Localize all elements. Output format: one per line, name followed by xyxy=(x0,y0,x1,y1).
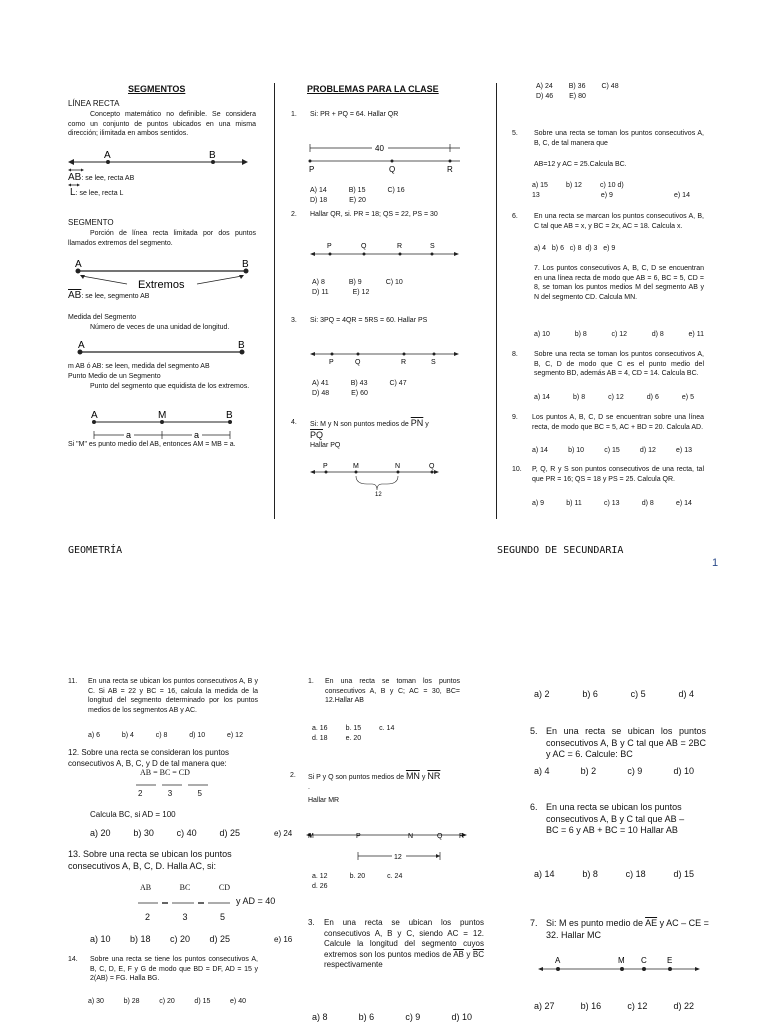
option-a[interactable]: a) 14 xyxy=(532,447,548,454)
point-label: A xyxy=(555,956,561,965)
carry-over-options xyxy=(536,82,619,101)
option-e[interactable]: e) 14 xyxy=(676,500,692,507)
option-c[interactable]: C) 16 xyxy=(387,187,405,194)
option-d[interactable]: d) 8 xyxy=(651,331,664,338)
problem-text: Si: M y N son puntos medios de xyxy=(310,421,409,428)
point-label: B xyxy=(226,410,233,421)
option-e[interactable]: e) 12 xyxy=(227,732,243,739)
option-b[interactable]: b) 18 xyxy=(129,934,151,944)
point-label: R xyxy=(459,833,465,840)
problem-13-numerators: AB BC CD xyxy=(140,883,230,892)
option-c[interactable]: c) 5 xyxy=(630,689,646,699)
option-b[interactable]: b) 16 xyxy=(580,1001,602,1011)
segmento-ab-symbol: $\overline{AB}$ xyxy=(68,290,82,301)
double-arrow-icon xyxy=(68,183,80,187)
option-e[interactable]: e) 5 xyxy=(681,394,694,401)
length-label: a xyxy=(126,430,132,440)
length-label: 12 xyxy=(394,854,402,861)
point-label: N xyxy=(395,463,401,470)
problem-13: 13. Sobre una recta se ubican los puntos consecutivos A, B, C, D. Halla AC, si: xyxy=(68,849,232,871)
option-a[interactable]: a) 2 xyxy=(534,689,550,699)
recta-ab-symbol: AB xyxy=(68,172,82,183)
problem-7-options xyxy=(534,330,704,340)
problem-2 xyxy=(291,210,481,220)
page-number: 1 xyxy=(712,557,719,569)
segmento-ab-definition xyxy=(68,289,149,302)
point-label: M xyxy=(353,463,359,470)
option-a[interactable]: A) 8 xyxy=(312,279,325,286)
option-a[interactable]: a) 10 xyxy=(534,331,550,338)
option-d[interactable]: D) 48 xyxy=(312,389,330,397)
problem-text: En una recta se ubican los puntos consecutivos A, B y C, siendo AC = 12. Calcule la longitud del segmento cuyos extremos son los puntos medios de xyxy=(324,918,484,959)
problem-9-options xyxy=(532,446,692,456)
point-label: Q xyxy=(355,359,361,366)
option-c[interactable]: c) 12 xyxy=(611,331,628,338)
point-label: Q xyxy=(389,165,396,174)
point-label: P xyxy=(327,243,332,250)
option-c[interactable]: c) 13 xyxy=(603,500,620,507)
option-e[interactable]: e) 40 xyxy=(230,998,246,1005)
option-d[interactable]: d) 12 xyxy=(639,447,656,454)
option-a[interactable]: a) 30 xyxy=(88,998,104,1005)
point-label: A xyxy=(78,340,85,351)
recta-l-definition xyxy=(70,186,123,199)
p2-carry-over-options xyxy=(534,689,694,701)
option-b[interactable]: b) 4 xyxy=(121,732,134,739)
problem-10-options xyxy=(532,499,692,509)
p2-problem-7-options xyxy=(534,1001,694,1013)
segment-mn: $\overline{MN}$ xyxy=(405,771,420,781)
point-label: N xyxy=(408,833,414,840)
option-b[interactable]: b) 8 xyxy=(582,869,598,879)
problem-12-ratio: AB = BC = CD xyxy=(140,768,190,777)
problem-5 xyxy=(512,129,712,147)
point-label: S xyxy=(431,359,436,366)
p2-problem-7-figure xyxy=(540,956,700,978)
option-d[interactable]: d) 8 xyxy=(641,500,654,507)
point-label: B xyxy=(242,259,249,270)
option-b[interactable]: b) 8 xyxy=(574,331,587,338)
option-e[interactable]: e) 9 xyxy=(600,191,613,199)
problem-2-options xyxy=(312,278,452,297)
option-b[interactable]: b) 12 xyxy=(565,182,582,189)
problem-number: 7. xyxy=(530,918,538,928)
column-divider-2 xyxy=(496,83,497,519)
option-c[interactable]: C) 48 xyxy=(601,83,619,90)
problem-number: 1. xyxy=(291,111,297,118)
option-b[interactable]: B) 43 xyxy=(350,380,368,387)
problemas-title: PROBLEMAS PARA LA CLASE xyxy=(307,84,439,94)
problem-number: 10. xyxy=(512,466,522,473)
segment-pq: $\overline{PQ}$ xyxy=(310,429,324,440)
problem-number: 5. xyxy=(512,130,518,137)
p2-problem-2-figure xyxy=(308,822,468,862)
option-d[interactable]: D) 11 xyxy=(312,288,329,296)
column-divider-1 xyxy=(274,83,275,519)
point-label: A xyxy=(75,259,82,270)
option-b[interactable]: b) 2 xyxy=(580,766,597,776)
problem-number: 9. xyxy=(512,414,518,421)
option-b[interactable]: b) 30 xyxy=(133,828,154,838)
option-a[interactable]: A) 24 xyxy=(536,83,553,90)
segmento-heading: SEGMENTO xyxy=(68,218,114,227)
option-d[interactable]: d) 25 xyxy=(219,828,240,838)
option-b[interactable]: b. 20 xyxy=(349,873,366,880)
option-c[interactable]: c) 20 xyxy=(169,934,190,944)
point-label: C xyxy=(641,956,647,965)
problem-number: 11. xyxy=(68,678,78,685)
p2-problem-2: 2. Si P y Q son puntos medios de $\overline{MN}$ y $\overline{NR}$ . xyxy=(290,771,441,791)
problem-13-condition: y AD = 40 xyxy=(236,896,276,906)
option-d[interactable]: d. 26 xyxy=(312,882,328,890)
length-label: a xyxy=(194,430,200,440)
problem-3 xyxy=(291,316,481,326)
option-b[interactable]: b) 28 xyxy=(123,998,140,1005)
problem-11-options xyxy=(88,731,243,741)
point-label: A xyxy=(91,410,98,421)
problem-1 xyxy=(291,110,481,120)
recta-ab-reading: : se lee, recta AB xyxy=(81,175,135,182)
problem-8-options xyxy=(534,393,694,403)
option-c[interactable]: c) 15 xyxy=(604,447,620,454)
fraction-bars xyxy=(138,900,233,906)
point-label: B xyxy=(238,340,245,351)
punto-medio-text: Punto del segmento que equidista de los extremos. xyxy=(90,383,250,390)
medida-text: Número de veces de una unidad de longitud. xyxy=(90,324,230,331)
problem-text: Sobre una recta se tiene los puntos consecutivos A, B, C, D, E, F y G de modo que BD = DF, AD = 15 y 2(AB) = FG. Halla BG. xyxy=(90,956,258,982)
point-label: A xyxy=(104,150,111,161)
point-label: P xyxy=(309,165,315,174)
p2-problem-5-options xyxy=(534,766,694,778)
option-b[interactable]: B) 36 xyxy=(568,83,586,90)
p2-problem-3: 3. En una recta se ubican los puntos consecutivos A, B y C, siendo AC = 12. Calcule la longitud del segmento cuyos extremos son los puntos medios de $\overline{AB}$ y $\overline{BC}$ respectivamente xyxy=(308,918,485,969)
problem-text: En una recta se ubican los puntos consecutivos A, B y C tal que AB = 2BC y AC = 6. Calcule: BC xyxy=(546,726,706,759)
option-c[interactable]: c. 14 xyxy=(379,725,395,732)
point-label: M xyxy=(308,833,314,840)
problem-7: 7. Los puntos consecutivos A, B, C, D se encuentran en una línea recta de modo que AB = 6, BC = 5, CD = 8, se toman los puntos medios M del segmento AB y N del segmento CD. Calcula MN. xyxy=(534,265,704,301)
option-c[interactable]: c) 40 xyxy=(176,828,197,838)
p2-problem-1-options xyxy=(312,724,452,743)
option-c[interactable]: c) 12 xyxy=(627,1001,648,1011)
option-d[interactable]: D) 18 xyxy=(310,196,328,204)
problem-3-figure xyxy=(312,346,462,366)
problem-text: En una recta se ubican los puntos consecutivos A, B y C. Si AB = 22 y BC = 16, calcula la medida de la longitud del segmento determinado por los puntos medios de los segmentos AB y AC. xyxy=(88,678,258,714)
point-label: E xyxy=(667,956,673,965)
problem-9 xyxy=(512,413,712,431)
measure-figure xyxy=(72,340,252,358)
problem-number: 5. xyxy=(530,726,538,736)
segmento-ab-reading: : se lee, segmento AB xyxy=(81,293,150,300)
point-label: R xyxy=(397,243,403,250)
option-c[interactable]: c) 8 xyxy=(155,732,168,739)
problem-13-denominators: 2 3 5 xyxy=(145,912,225,922)
option-d[interactable]: D) 46 xyxy=(536,92,554,100)
problem-1-figure xyxy=(310,140,460,176)
p2-problem-6 xyxy=(530,802,710,835)
option-d[interactable]: d) 4 xyxy=(678,689,694,699)
problem-number: 3. xyxy=(291,317,297,324)
option-c[interactable]: c) 18 xyxy=(625,869,646,879)
problem-number: 14. xyxy=(68,956,78,963)
option-b[interactable]: b) 10 xyxy=(568,447,585,454)
option-e[interactable]: e. 20 xyxy=(345,734,362,742)
point-label: P xyxy=(323,463,328,470)
punto-medio-statement: Si "M" es punto medio del AB, entonces AM = MB = a. xyxy=(68,441,236,448)
problem-3-options xyxy=(312,379,452,398)
problem-text: Sobre una recta se toman los puntos consecutivos A, B, C, D de modo que C es el punto medio del segmento BD, además AB = 4, CD = 14. Calcula BC. xyxy=(534,351,704,377)
segmento-text: Porción de línea recta limitada por dos puntos llamados extremos del segmento. xyxy=(68,230,256,247)
problem-text: Si: M es punto medio de xyxy=(546,918,644,928)
option-a[interactable]: a) 20 xyxy=(90,828,111,838)
problem-6-options[interactable]: a) 4 b) 6 c) 8 d) 3 e) 9 xyxy=(534,245,616,252)
point-label: M xyxy=(158,410,167,421)
option-b[interactable]: b) 6 xyxy=(358,1012,375,1022)
option-b[interactable]: B) 15 xyxy=(348,187,366,194)
problem-number: 4. xyxy=(291,419,297,426)
option-e[interactable]: e) 11 xyxy=(688,331,704,338)
option-a[interactable]: a. 12 xyxy=(312,873,328,880)
point-label: R xyxy=(401,359,407,366)
linea-recta-heading: LÍNEA RECTA xyxy=(68,99,120,108)
problem-text: Sobre una recta se toman los puntos consecutivos A, B, C, de tal manera que xyxy=(534,130,704,147)
problem-text: Si P y Q son puntos medios de xyxy=(308,774,404,781)
p2-problem-3-options xyxy=(312,1012,472,1024)
option-b[interactable]: b) 8 xyxy=(573,394,586,401)
problem-question: Hallar PQ xyxy=(310,442,341,449)
p2-problem-2-question: Hallar MR xyxy=(308,797,340,804)
linea-recta-text: Concepto matemático no definible. Se considera como un conjunto de puntos ubicados en una misma dirección; ilimitada en ambos sentidos. xyxy=(68,111,256,137)
problem-number: 8. xyxy=(512,351,518,358)
segmentos-title: SEGMENTOS xyxy=(128,84,186,94)
option-c[interactable]: c) 9 xyxy=(627,766,643,776)
line-figure xyxy=(68,150,248,170)
option-a[interactable]: a. 16 xyxy=(312,725,328,732)
extremos-label: Extremos xyxy=(138,279,185,291)
option-a[interactable]: a) 8 xyxy=(312,1012,328,1022)
option-c[interactable]: c. 24 xyxy=(387,873,403,880)
problem-text: Los puntos A, B, C, D se encuentran sobre una línea recta, de modo que BC = 5, AC + BD = 20. Calcula AD. xyxy=(532,414,704,431)
point-label: Q xyxy=(437,833,443,840)
p2-problem-1 xyxy=(308,677,478,704)
option-a[interactable]: a) 6 xyxy=(88,732,101,739)
option-d[interactable]: d. 18 xyxy=(312,734,328,742)
option-d[interactable]: d) 25 xyxy=(209,934,230,944)
problem-13-options xyxy=(90,934,230,946)
segment-nr: $\overline{NR}$ xyxy=(427,771,441,781)
option-d[interactable]: d) 15 xyxy=(673,869,694,879)
segment-ae: $\overline{AE}$ xyxy=(645,918,658,928)
option-c[interactable]: C) 47 xyxy=(389,380,407,387)
option-a[interactable]: a) 10 xyxy=(90,934,111,944)
option-e[interactable]: E) 20 xyxy=(349,196,366,204)
problem-12-options xyxy=(90,828,240,840)
option-c[interactable]: c) 10 d) xyxy=(599,182,624,189)
option-a[interactable]: a) 14 xyxy=(534,869,555,879)
problem-text: En una recta se marcan los puntos consecutivos A, B, C tal que AB = x, y BC = 2x, AC = 18. Calcula x. xyxy=(534,213,704,230)
point-label: S xyxy=(430,243,435,250)
option-e[interactable]: E) 60 xyxy=(351,389,368,397)
problem-number: 6. xyxy=(530,802,538,812)
point-label: Q xyxy=(361,243,367,250)
problem-4-figure xyxy=(312,462,442,498)
problem-text: En una recta se toman los puntos consecutivos A, B y C; AC = 30, BC= 12.Hallar AB xyxy=(325,678,460,704)
option-a[interactable]: a) 14 xyxy=(534,394,550,401)
problem-text: En una recta se ubican los puntos consecutivos A, B y C tal que AB – BC = 6 y AB + BC = 10 Hallar AB xyxy=(546,802,685,835)
option-b[interactable]: b. 15 xyxy=(345,725,362,732)
problem-1-options xyxy=(310,186,450,205)
option-b[interactable]: b) 6 xyxy=(582,689,598,699)
segment-pn: $\overline{PN}$ xyxy=(410,418,424,428)
length-label: 40 xyxy=(375,144,384,153)
problem-8 xyxy=(512,350,712,377)
option-c[interactable]: C) 10 xyxy=(385,279,403,286)
p2-problem-6-options xyxy=(534,869,694,881)
option-b[interactable]: B) 9 xyxy=(348,279,362,286)
problem-number: 3. xyxy=(308,918,315,927)
problem-12-denominators: 2 3 5 xyxy=(138,789,202,798)
medida-heading: Medida del Segmento xyxy=(68,314,137,321)
option-a[interactable]: a) 4 xyxy=(534,766,550,776)
problem-number: 2. xyxy=(291,211,297,218)
option-c[interactable]: c) 12 xyxy=(608,394,624,401)
option-a[interactable]: a) 15 xyxy=(532,182,548,189)
midpoint-figure xyxy=(86,410,236,442)
length-label: 12 xyxy=(375,492,382,498)
option-d[interactable]: d) 15 xyxy=(194,998,211,1005)
problem-5-data: AB=12 y AC = 25.Calcula BC. xyxy=(534,161,627,168)
p2-problem-2-side-option[interactable]: e) 24 xyxy=(274,829,293,838)
option-d[interactable]: d) 10 xyxy=(189,732,206,739)
option-e2[interactable]: e) 14 xyxy=(674,191,690,199)
medida-reading: m AB ó AB: se leen, medida del segmento AB xyxy=(68,363,210,370)
option-a[interactable]: a) 9 xyxy=(532,500,545,507)
recta-l-reading: : se lee, recta L xyxy=(75,190,124,197)
problem-2-figure xyxy=(312,242,462,266)
footer-subject: GEOMETRÍA xyxy=(68,545,123,556)
problem-text: Hallar QR, si. PR = 18; QS = 22, PS = 30 xyxy=(310,211,438,218)
problem-number: 2. xyxy=(290,772,296,779)
point-label: M xyxy=(618,956,625,965)
p2-problem-2-options xyxy=(312,872,452,891)
recta-l-symbol: L xyxy=(70,187,76,198)
problem-number: 1. xyxy=(308,678,314,685)
double-arrow-icon xyxy=(68,168,84,172)
problem-11 xyxy=(68,677,263,714)
option-e[interactable]: E) 12 xyxy=(352,288,370,296)
problem-4: 4. Si: M y N son puntos medios de $\overline{PN}$ y $\overline{PQ}$ Hallar PQ xyxy=(291,418,429,449)
point-label: P xyxy=(356,833,361,840)
option-a[interactable]: a) 27 xyxy=(534,1001,555,1011)
option-a[interactable]: A) 41 xyxy=(312,380,329,387)
problem-12-question: Calcula BC, si AD = 100 xyxy=(90,810,176,819)
problem-text: Si: PR + PQ = 64. Hallar QR xyxy=(310,111,399,118)
option-d[interactable]: d) 22 xyxy=(673,1001,694,1011)
option-d[interactable]: d) 10 xyxy=(673,766,694,776)
option-e[interactable]: E) 80 xyxy=(569,92,586,100)
problem-10 xyxy=(512,465,712,483)
option-c[interactable]: c) 20 xyxy=(159,998,175,1005)
problem-5-options: a) 15 b) 12 c) 10 d) 13 e) 9 e) 14 xyxy=(532,182,690,199)
point-label: P xyxy=(329,359,334,366)
problem-6 xyxy=(512,212,712,230)
option-b[interactable]: b) 11 xyxy=(566,500,582,507)
fraction-bars xyxy=(136,783,208,787)
option-d[interactable]: d) 6 xyxy=(646,394,659,401)
point-label: Q xyxy=(429,463,435,470)
point-label: R xyxy=(447,165,453,174)
problem-14 xyxy=(68,955,263,982)
problem-14-options xyxy=(88,997,246,1007)
footer-grade: SEGUNDO DE SECUNDARIA xyxy=(497,545,624,556)
problem-number: 6. xyxy=(512,213,518,220)
p2-problem-7: 7. Si: M es punto medio de $\overline{AE}$ y AC – CE = 32. Hallar MC xyxy=(530,918,709,940)
option-c[interactable]: c) 9 xyxy=(405,1012,421,1022)
p2-problem-3-side-option[interactable]: e) 16 xyxy=(274,935,293,944)
option-a[interactable]: A) 14 xyxy=(310,187,327,194)
problem-text: Si: 3PQ = 4QR = 5RS = 60. Hallar PS xyxy=(310,317,428,324)
punto-medio-heading: Punto Medio de un Segmento xyxy=(68,373,161,380)
point-label: B xyxy=(209,150,216,161)
problem-12: 12. Sobre una recta se consideran los puntos consecutivos A, B, C, y D de tal manera que: xyxy=(68,748,229,768)
segment-bc: $\overline{BC}$ xyxy=(472,949,485,959)
problem-text: P, Q, R y S son puntos consecutivos de una recta, tal que PR = 16; QS = 18 y PS = 25. Calcula QR. xyxy=(532,466,704,483)
segment-ab: $\overline{AB}$ xyxy=(453,949,464,959)
option-d[interactable]: d) 10 xyxy=(451,1012,472,1022)
option-e[interactable]: e) 13 xyxy=(676,447,692,454)
p2-problem-5 xyxy=(530,726,710,759)
